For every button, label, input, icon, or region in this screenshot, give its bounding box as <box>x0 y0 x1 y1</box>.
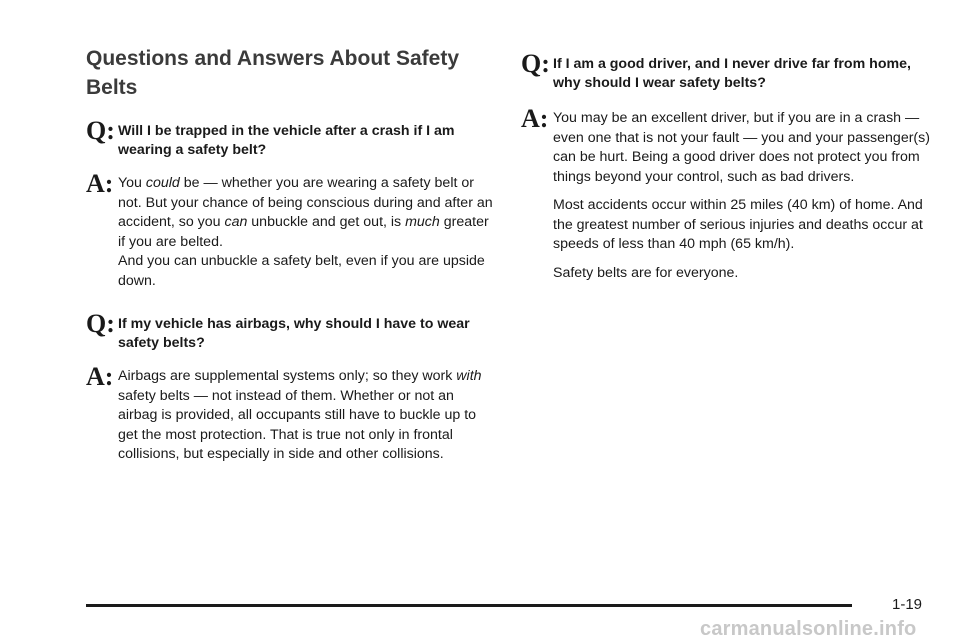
question-marker: Q: <box>521 49 550 78</box>
answer-text <box>553 109 931 283</box>
answer-text <box>118 367 494 465</box>
answer-marker: A: <box>86 362 114 391</box>
answer-paragraph <box>118 174 494 252</box>
question-text: If I am a good driver, and I never drive far from home, why should I wear safety belts? <box>553 56 911 91</box>
watermark-text: carmanualsonline.info <box>700 618 917 640</box>
answer-emphasis: could <box>145 175 180 191</box>
answer-paragraph: And you can unbuckle a safety belt, even if you are upside down. <box>118 253 485 289</box>
answer-segment: You <box>118 175 146 191</box>
answer-emphasis: with <box>456 368 482 384</box>
question-text: If my vehicle has airbags, why should I have to wear safety belts? <box>118 316 470 351</box>
footer-rule <box>86 604 852 607</box>
answer-segment: Airbags are supplemental systems only; so they work <box>118 368 457 384</box>
question-row <box>521 49 931 93</box>
answer-segment: unbuckle and get out, is <box>247 214 406 230</box>
answer-paragraph: Most accidents occur within 25 miles (40 km) of home. And the greatest number of serious injuries and deaths occur at speeds of less than 40 mph (65 km/h). <box>553 197 923 252</box>
answer-row <box>86 362 494 465</box>
qa-trapped <box>86 116 494 291</box>
qa-airbags <box>86 309 494 465</box>
answer-row <box>86 169 494 291</box>
answer-paragraph: You may be an excellent driver, but if you are in a crash — even one that is not your fault — you and your passenger(s) can be hurt. Being a good driver does not protect you from things beyond your control, such as bad drivers. <box>553 110 930 185</box>
question-row <box>86 309 494 353</box>
section-title: Questions and Answers About Safety Belts <box>86 47 460 99</box>
answer-marker: A: <box>521 104 549 133</box>
page-number: 1-19 <box>892 596 923 613</box>
answer-segment: be — whether you are wearing a safety belt or not. But your chance of being conscious during and after an accident, so you <box>118 175 493 230</box>
question-text: Will I be trapped in the vehicle after a crash if I am wearing a safety belt? <box>118 123 455 158</box>
answer-paragraph <box>118 367 494 465</box>
answer-emphasis: much <box>405 214 440 230</box>
answer-text <box>118 174 494 291</box>
answer-segment: safety belts — not instead of them. Whether or not an airbag is provided, all occupants still have to buckle up to get the most protection. That is true not only in frontal collisions, but especially in side and other collisions. <box>118 387 477 462</box>
question-marker: Q: <box>86 116 115 145</box>
answer-paragraph: Safety belts are for everyone. <box>553 264 739 281</box>
question-marker: Q: <box>86 309 115 338</box>
answer-row <box>521 104 931 283</box>
question-row <box>86 116 494 160</box>
answer-segment: greater if you are belted. <box>118 214 489 250</box>
answer-emphasis: can <box>224 214 248 230</box>
answer-marker: A: <box>86 169 114 198</box>
qa-good-driver <box>521 49 931 283</box>
